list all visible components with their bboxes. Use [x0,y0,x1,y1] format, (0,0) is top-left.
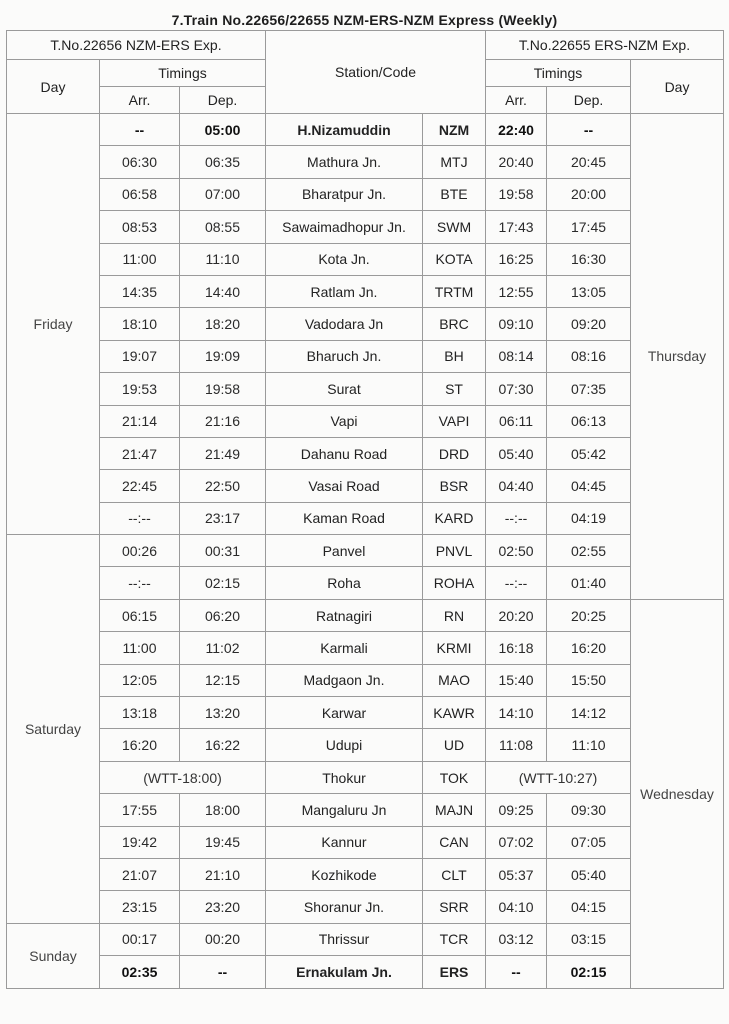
table-row [7,502,724,534]
table-row [7,891,724,923]
station-name-cell: Madgaon Jn. [266,664,423,696]
station-name-cell: Roha [266,567,423,599]
down-wtt-note: (WTT-18:00) [100,761,266,793]
up-dep-cell: 05:40 [547,858,631,890]
station-name-cell: Bharuch Jn. [266,340,423,372]
down-dep-cell: 18:20 [180,308,266,340]
down-dep-cell: 19:58 [180,373,266,405]
station-code-cell: TOK [423,761,486,793]
up-train-header: T.No.22655 ERS-NZM Exp. [486,31,724,60]
station-code-cell: SWM [423,211,486,243]
station-name-cell: Mathura Jn. [266,146,423,178]
down-arr-cell: 00:17 [100,923,180,955]
down-arr-cell: 23:15 [100,891,180,923]
down-arr-cell: 06:30 [100,146,180,178]
up-arr-cell: 19:58 [486,178,547,210]
down-dep-cell: 08:55 [180,211,266,243]
down-dep-cell: 21:16 [180,405,266,437]
up-dep-cell: 02:15 [547,956,631,988]
timetable [6,30,724,989]
station-name-cell: Sawaimadhopur Jn. [266,211,423,243]
table-row [7,794,724,826]
up-dep-cell: 07:35 [547,373,631,405]
up-arr-cell: 17:43 [486,211,547,243]
down-dep-cell: 12:15 [180,664,266,696]
up-dep-cell: 06:13 [547,405,631,437]
up-dep-cell: 09:30 [547,794,631,826]
down-arr-cell: 21:07 [100,858,180,890]
table-row [7,308,724,340]
up-arr-cell: 22:40 [486,114,547,146]
down-timings-header: Timings [100,60,266,87]
station-code-cell: VAPI [423,405,486,437]
down-arr-cell: --:-- [100,567,180,599]
down-dep-cell: 06:20 [180,599,266,631]
station-name-cell: Vadodara Jn [266,308,423,340]
up-arr-cell: 20:40 [486,146,547,178]
up-arr-cell: 14:10 [486,697,547,729]
up-dep-cell: 16:30 [547,243,631,275]
station-code-cell: TRTM [423,275,486,307]
up-dep-cell: 02:55 [547,535,631,567]
up-arr-cell: 04:10 [486,891,547,923]
table-row [7,275,724,307]
up-arr-cell: -- [486,956,547,988]
station-code-cell: MAJN [423,794,486,826]
table-row [7,826,724,858]
station-name-cell: Thrissur [266,923,423,955]
station-name-cell: Surat [266,373,423,405]
down-arr-cell: 06:15 [100,599,180,631]
up-dep-cell: 20:45 [547,146,631,178]
station-name-cell: Kota Jn. [266,243,423,275]
table-row [7,437,724,469]
station-name-cell: Shoranur Jn. [266,891,423,923]
down-dep-cell: 13:20 [180,697,266,729]
up-dep-cell: 14:12 [547,697,631,729]
table-row [7,211,724,243]
down-dep-cell: -- [180,956,266,988]
table-row [7,923,724,955]
down-dep-cell: 06:35 [180,146,266,178]
up-dep-cell: 15:50 [547,664,631,696]
station-code-cell: TCR [423,923,486,955]
down-dep-cell: 11:10 [180,243,266,275]
down-arr-cell: --:-- [100,502,180,534]
up-arr-cell: 09:10 [486,308,547,340]
down-arr-cell: 21:14 [100,405,180,437]
up-arr-cell: 02:50 [486,535,547,567]
up-arr-cell: 12:55 [486,275,547,307]
table-row [7,178,724,210]
down-arr-cell: 16:20 [100,729,180,761]
up-wtt-note: (WTT-10:27) [486,761,631,793]
down-arr-cell: 02:35 [100,956,180,988]
down-arr-cell: 21:47 [100,437,180,469]
station-code-header: Station/Code [266,31,486,114]
table-row [7,535,724,567]
station-name-cell: Vapi [266,405,423,437]
station-code-cell: RN [423,599,486,631]
down-arr-cell: 19:07 [100,340,180,372]
station-code-cell: MAO [423,664,486,696]
down-arr-cell: 11:00 [100,632,180,664]
down-arr-cell: -- [100,114,180,146]
station-code-cell: KARD [423,502,486,534]
up-dep-header: Dep. [547,87,631,114]
table-row [7,405,724,437]
down-dep-cell: 19:09 [180,340,266,372]
station-code-cell: MTJ [423,146,486,178]
down-dep-cell: 21:49 [180,437,266,469]
up-arr-cell: 08:14 [486,340,547,372]
table-row [7,114,724,146]
station-name-cell: Ratnagiri [266,599,423,631]
up-arr-cell: --:-- [486,502,547,534]
down-dep-cell: 05:00 [180,114,266,146]
down-dep-cell: 00:20 [180,923,266,955]
down-dep-cell: 16:22 [180,729,266,761]
up-dep-cell: 07:05 [547,826,631,858]
table-row [7,729,724,761]
down-arr-cell: 14:35 [100,275,180,307]
station-code-cell: PNVL [423,535,486,567]
up-dep-cell: 20:25 [547,599,631,631]
down-arr-cell: 12:05 [100,664,180,696]
down-arr-cell: 08:53 [100,211,180,243]
up-dep-cell: -- [547,114,631,146]
down-dep-cell: 14:40 [180,275,266,307]
down-dep-header: Dep. [180,87,266,114]
up-arr-cell: 04:40 [486,470,547,502]
down-arr-cell: 22:45 [100,470,180,502]
station-code-cell: UD [423,729,486,761]
up-arr-cell: 07:30 [486,373,547,405]
down-day-cell: Friday [7,114,100,535]
station-name-cell: Panvel [266,535,423,567]
up-arr-cell: 11:08 [486,729,547,761]
up-dep-cell: 11:10 [547,729,631,761]
table-row [7,599,724,631]
down-dep-cell: 00:31 [180,535,266,567]
down-dep-cell: 22:50 [180,470,266,502]
station-name-cell: Ernakulam Jn. [266,956,423,988]
station-code-cell: BSR [423,470,486,502]
up-dep-cell: 04:19 [547,502,631,534]
station-code-cell: SRR [423,891,486,923]
station-code-cell: DRD [423,437,486,469]
table-row [7,567,724,599]
up-dep-cell: 04:45 [547,470,631,502]
down-arr-cell: 19:42 [100,826,180,858]
up-day-cell: Thursday [631,114,724,600]
down-arr-cell: 19:53 [100,373,180,405]
table-row [7,632,724,664]
down-arr-cell: 11:00 [100,243,180,275]
table-row [7,146,724,178]
down-dep-cell: 19:45 [180,826,266,858]
station-code-cell: ROHA [423,567,486,599]
station-code-cell: KAWR [423,697,486,729]
station-code-cell: KRMI [423,632,486,664]
down-day-header: Day [7,60,100,114]
table-row [7,697,724,729]
down-arr-cell: 17:55 [100,794,180,826]
down-arr-cell: 18:10 [100,308,180,340]
station-name-cell: Karwar [266,697,423,729]
station-code-cell: BRC [423,308,486,340]
up-dep-cell: 09:20 [547,308,631,340]
down-dep-cell: 23:17 [180,502,266,534]
down-dep-cell: 23:20 [180,891,266,923]
down-day-cell: Sunday [7,923,100,988]
station-code-cell: KOTA [423,243,486,275]
up-arr-cell: 05:37 [486,858,547,890]
up-arr-cell: 20:20 [486,599,547,631]
up-arr-cell: 07:02 [486,826,547,858]
station-name-cell: Thokur [266,761,423,793]
station-code-cell: CAN [423,826,486,858]
station-name-cell: Ratlam Jn. [266,275,423,307]
up-dep-cell: 03:15 [547,923,631,955]
down-dep-cell: 07:00 [180,178,266,210]
down-day-cell: Saturday [7,535,100,924]
down-dep-cell: 21:10 [180,858,266,890]
down-dep-cell: 11:02 [180,632,266,664]
station-name-cell: Karmali [266,632,423,664]
up-dep-cell: 08:16 [547,340,631,372]
up-arr-cell: 09:25 [486,794,547,826]
station-name-cell: Vasai Road [266,470,423,502]
table-row [7,373,724,405]
table-row [7,243,724,275]
up-dep-cell: 13:05 [547,275,631,307]
up-arr-header: Arr. [486,87,547,114]
page-title: 7.Train No.22656/22655 NZM-ERS-NZM Express (Weekly) [171,12,558,28]
station-code-cell: ERS [423,956,486,988]
up-arr-cell: 16:25 [486,243,547,275]
station-name-cell: Mangaluru Jn [266,794,423,826]
down-train-header: T.No.22656 NZM-ERS Exp. [7,31,266,60]
station-name-cell: Udupi [266,729,423,761]
table-row [7,470,724,502]
up-arr-cell: 15:40 [486,664,547,696]
up-arr-cell: 05:40 [486,437,547,469]
table-row [7,858,724,890]
station-name-cell: Kaman Road [266,502,423,534]
table-row [7,761,724,793]
down-dep-cell: 02:15 [180,567,266,599]
up-arr-cell: 16:18 [486,632,547,664]
down-arr-cell: 06:58 [100,178,180,210]
up-day-header: Day [631,60,724,114]
station-code-cell: BTE [423,178,486,210]
up-dep-cell: 01:40 [547,567,631,599]
table-row [7,664,724,696]
station-name-cell: Bharatpur Jn. [266,178,423,210]
station-name-cell: H.Nizamuddin [266,114,423,146]
up-arr-cell: 06:11 [486,405,547,437]
table-row [7,340,724,372]
up-dep-cell: 04:15 [547,891,631,923]
up-day-cell: Wednesday [631,599,724,988]
station-code-cell: CLT [423,858,486,890]
station-name-cell: Dahanu Road [266,437,423,469]
station-name-cell: Kozhikode [266,858,423,890]
station-code-cell: BH [423,340,486,372]
up-dep-cell: 05:42 [547,437,631,469]
up-dep-cell: 20:00 [547,178,631,210]
up-dep-cell: 17:45 [547,211,631,243]
down-arr-cell: 00:26 [100,535,180,567]
station-code-cell: ST [423,373,486,405]
down-arr-header: Arr. [100,87,180,114]
up-timings-header: Timings [486,60,631,87]
up-dep-cell: 16:20 [547,632,631,664]
down-dep-cell: 18:00 [180,794,266,826]
up-arr-cell: 03:12 [486,923,547,955]
down-arr-cell: 13:18 [100,697,180,729]
station-name-cell: Kannur [266,826,423,858]
up-arr-cell: --:-- [486,567,547,599]
station-code-cell: NZM [423,114,486,146]
table-row [7,956,724,988]
